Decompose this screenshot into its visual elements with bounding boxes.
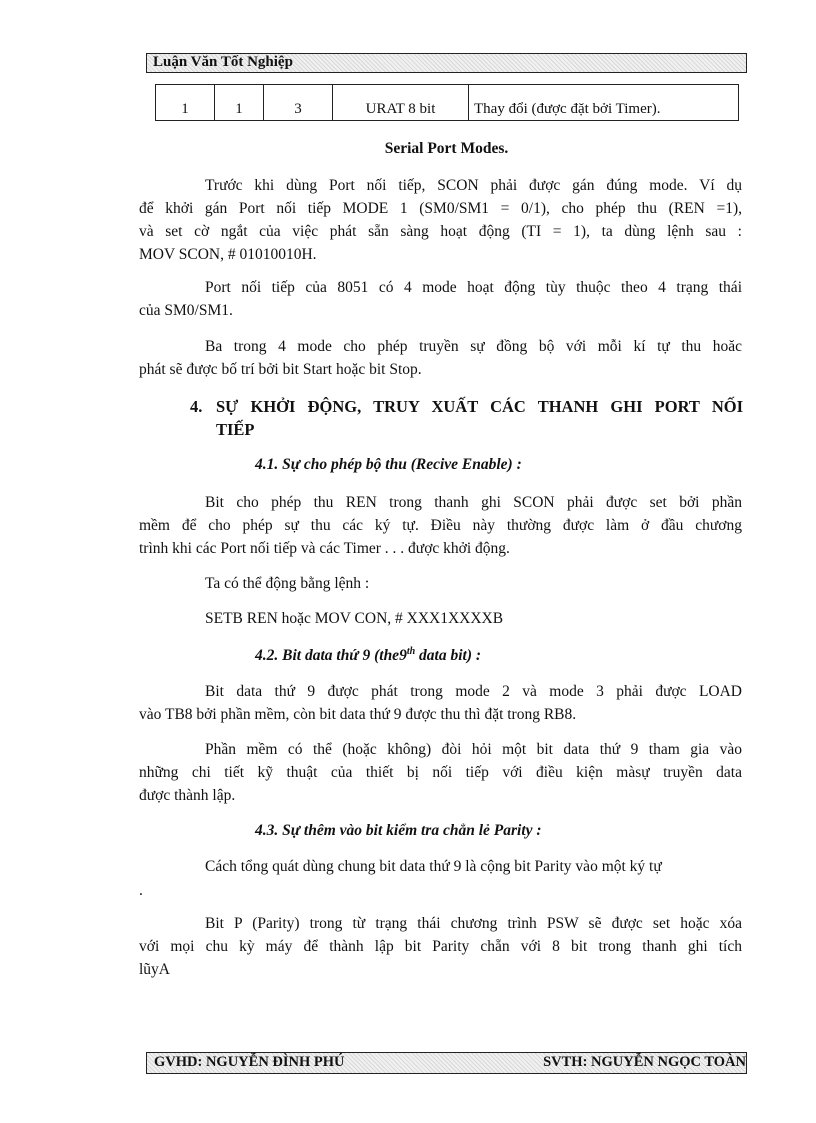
text-line: vào TB8 bởi phần mềm, còn bit data thứ 9 được thu thì đặt trong RB8. xyxy=(139,706,577,723)
text-line: Ta có thể động bằng lệnh : xyxy=(205,575,370,592)
table-cell: 3 xyxy=(264,85,333,121)
text-line: lũyA xyxy=(139,961,170,978)
section-title: SỰ KHỞI ĐỘNG, TRUY XUẤT CÁC THANH GHI PORT NỐI xyxy=(216,397,743,416)
text-line: mềm để cho phép sự thu các ký tự. Điều này thường được làm ở đầu chương xyxy=(139,517,742,534)
text-line: để khởi gán Port nối tiếp MODE 1 (SM0/SM1 = 0/1), cho phép thu (REN =1), xyxy=(139,200,742,217)
text-line: của SM0/SM1. xyxy=(139,302,233,319)
section-title-cont: TIẾP xyxy=(216,420,255,439)
subsection-heading: 4.1. Sự cho phép bộ thu (Recive Enable) : xyxy=(255,456,522,473)
table-caption: Serial Port Modes. xyxy=(384,140,509,157)
page-footer xyxy=(146,1052,747,1074)
serial-modes-table xyxy=(155,84,739,121)
text-line: SETB REN hoặc MOV CON, # XXX1XXXXB xyxy=(205,610,504,627)
text-line: được thành lập. xyxy=(139,787,236,804)
page-header xyxy=(146,53,747,73)
text-line: Cách tổng quát dùng chung bit data thứ 9 là cộng bit Parity vào một ký tự xyxy=(205,858,662,875)
text-line: trình khi các Port nối tiếp và các Timer . . . được khởi động. xyxy=(139,540,510,557)
text-line: Ba trong 4 mode cho phép truyền sự đồng bộ với mỗi kí tự thu hoăc xyxy=(205,338,742,355)
footer-student: SVTH: NGUYỄN NGỌC TOÀN xyxy=(543,1054,746,1070)
header-title: Luận Văn Tốt Nghiệp xyxy=(153,54,293,70)
text-line: với mọi chu kỳ máy để thành lập bit Parity chẵn với 8 bit trong thanh ghi tích xyxy=(139,938,742,955)
text-line: Bit data thứ 9 được phát trong mode 2 và mode 3 phải được LOAD xyxy=(205,683,742,700)
section-number: 4. xyxy=(190,397,203,416)
text-line: Bit cho phép thu REN trong thanh ghi SCON phải được set bởi phần xyxy=(205,494,742,511)
table-row xyxy=(156,85,739,121)
footer-advisor: GVHD: NGUYỄN ĐÌNH PHÚ xyxy=(154,1054,345,1070)
table-cell: 1 xyxy=(156,85,215,121)
text-line: MOV SCON, # 01010010H. xyxy=(139,246,317,263)
text-line: Phần mềm có thể (hoặc không) đòi hỏi một bit data thứ 9 tham gia vào xyxy=(205,741,742,758)
table-cell: 1 xyxy=(215,85,264,121)
text-line: Bit P (Parity) trong từ trạng thái chương trình PSW sẽ được set hoặc xóa xyxy=(205,915,742,932)
text-line: phát sẽ được bố trí bởi bit Start hoặc bit Stop. xyxy=(139,361,422,378)
text-line: . xyxy=(139,882,143,899)
table-cell: Thay đổi (được đặt bởi Timer). xyxy=(469,85,739,121)
text-line: Trước khi dùng Port nối tiếp, SCON phải được gán đúng mode. Ví dụ xyxy=(205,177,742,194)
text-line: Port nối tiếp của 8051 có 4 mode hoạt động tùy thuộc theo 4 trạng thái xyxy=(205,279,742,296)
text-line: những chi tiết kỹ thuật của thiết bị nối tiếp với điều kiện màsự truyền data xyxy=(139,764,742,781)
text-line: và set cờ ngắt của việc phát sẵn sàng hoạt động (TI = 1), ta dùng lệnh sau : xyxy=(139,223,742,240)
table-cell: URAT 8 bit xyxy=(333,85,469,121)
subsection-heading: 4.3. Sự thêm vào bit kiểm tra chẳn lẻ Parity : xyxy=(255,822,542,839)
subsection-heading: 4.2. Bit data thứ 9 (the9th data bit) : xyxy=(255,645,482,664)
